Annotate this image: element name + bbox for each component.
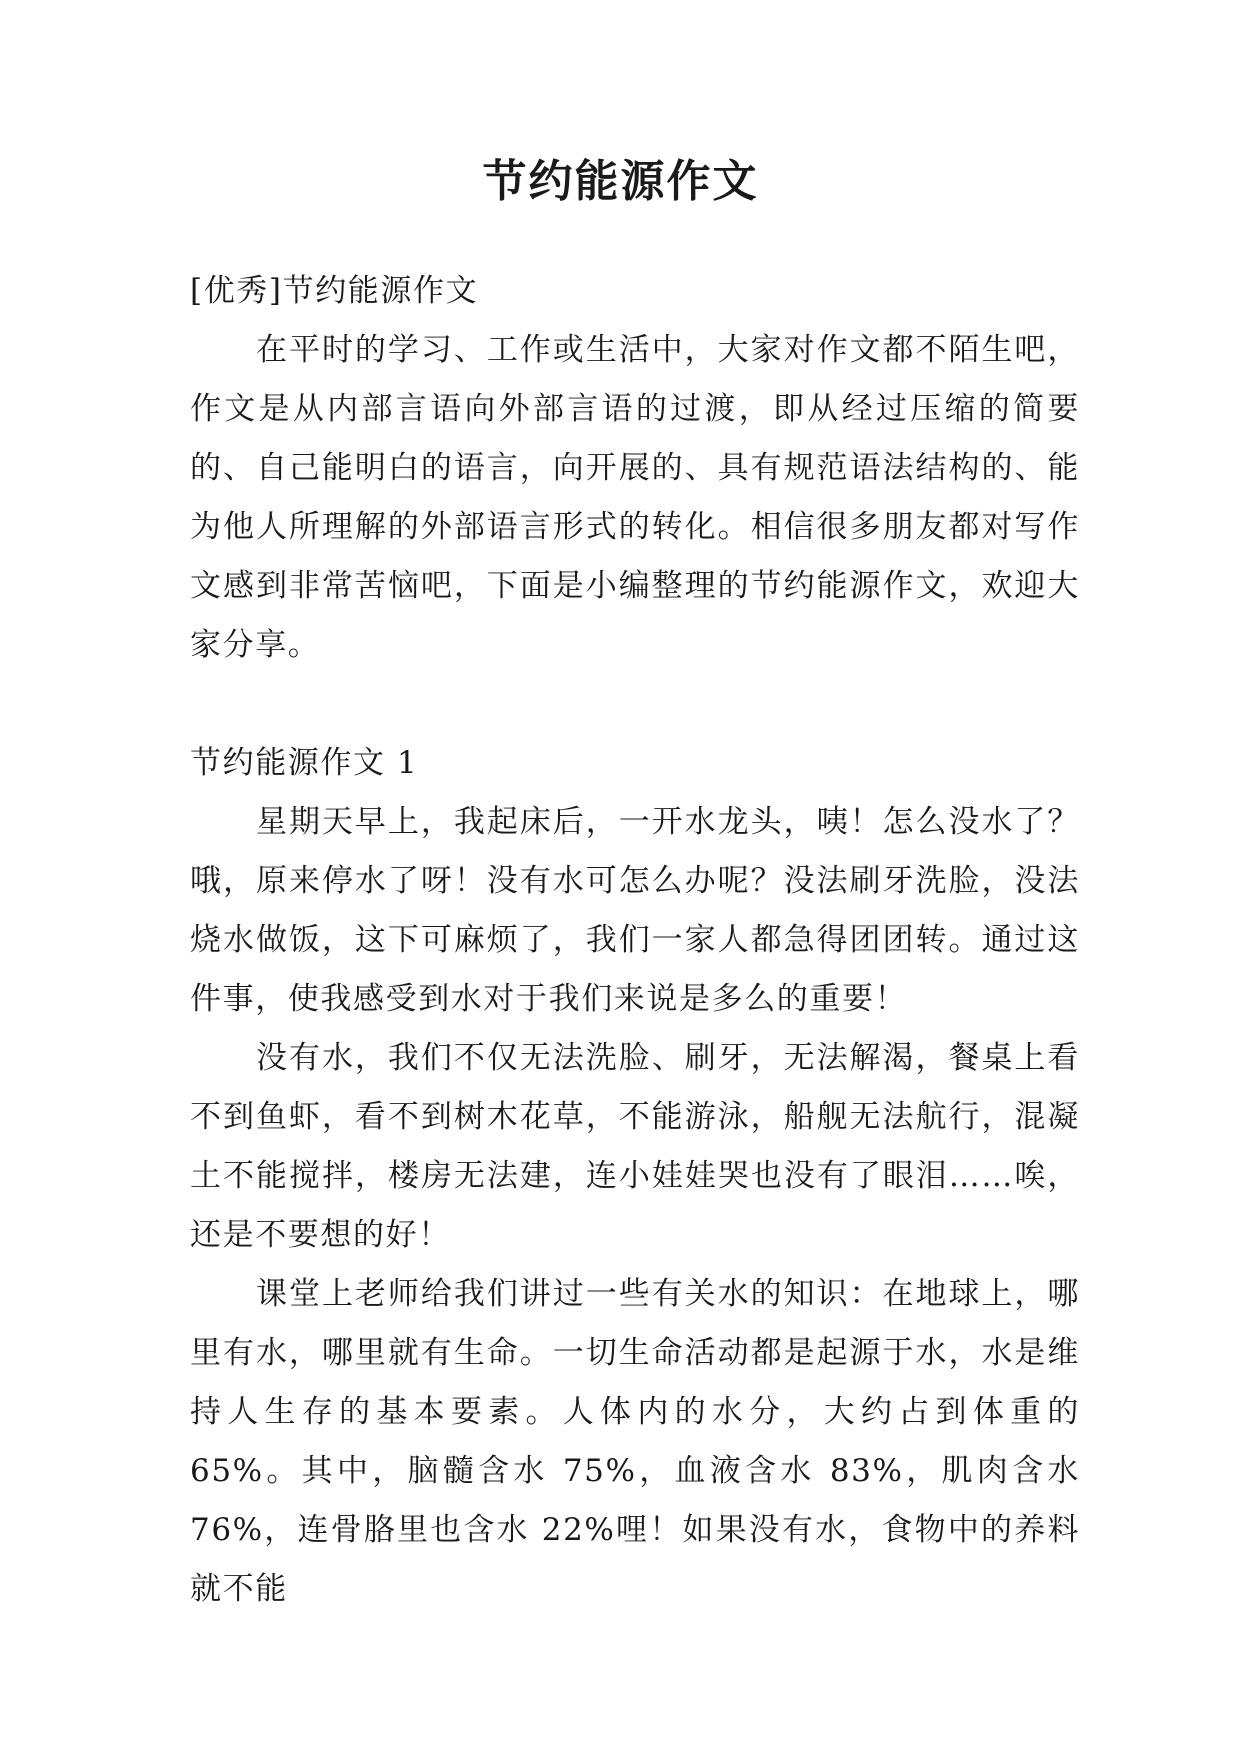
- section-heading: 节约能源作文 1: [190, 745, 419, 781]
- section-spacer: [190, 675, 1080, 734]
- document-subtitle: [优秀]节约能源作文: [190, 273, 479, 309]
- body-paragraph: 星期天早上，我起床后，一开水龙头，咦！怎么没水了？哦，原来停水了呀！没有水可怎么办呢？没法刷牙洗脸，没法烧水做饭，这下可麻烦了，我们一家人都急得团团转。通过这件事，使我感受到水对于我们来说是多么的重要！: [190, 804, 1080, 1017]
- document-body: [190, 262, 1080, 1619]
- body-paragraph: 没有水，我们不仅无法洗脸、刷牙，无法解渴，餐桌上看不到鱼虾，看不到树木花草，不能游泳，船舰无法航行，混凝土不能搅拌，楼房无法建，连小娃娃哭也没有了眼泪……唉，还是不要想的好！: [190, 1040, 1080, 1253]
- document-title: 节约能源作文: [482, 156, 759, 207]
- intro-paragraph: 在平时的学习、工作或生活中，大家对作文都不陌生吧，作文是从内部言语向外部言语的过渡，即从经过压缩的简要的、自己能明白的语言，向开展的、具有规范语法结构的、能为他人所理解的外部语言形式的转化。相信很多朋友都对写作文感到非常苦恼吧，下面是小编整理的节约能源作文，欢迎大家分享。: [190, 332, 1080, 663]
- body-paragraph: 课堂上老师给我们讲过一些有关水的知识：在地球上，哪里有水，哪里就有生命。一切生命活动都是起源于水，水是维持人生存的基本要素。人体内的水分，大约占到体重的 65%。其中，脑髓含水 75%，血液含水 83%，肌肉含水 76%，连骨胳里也含水 22%哩！如果没有水，食物中的养料就不能: [190, 1276, 1080, 1607]
